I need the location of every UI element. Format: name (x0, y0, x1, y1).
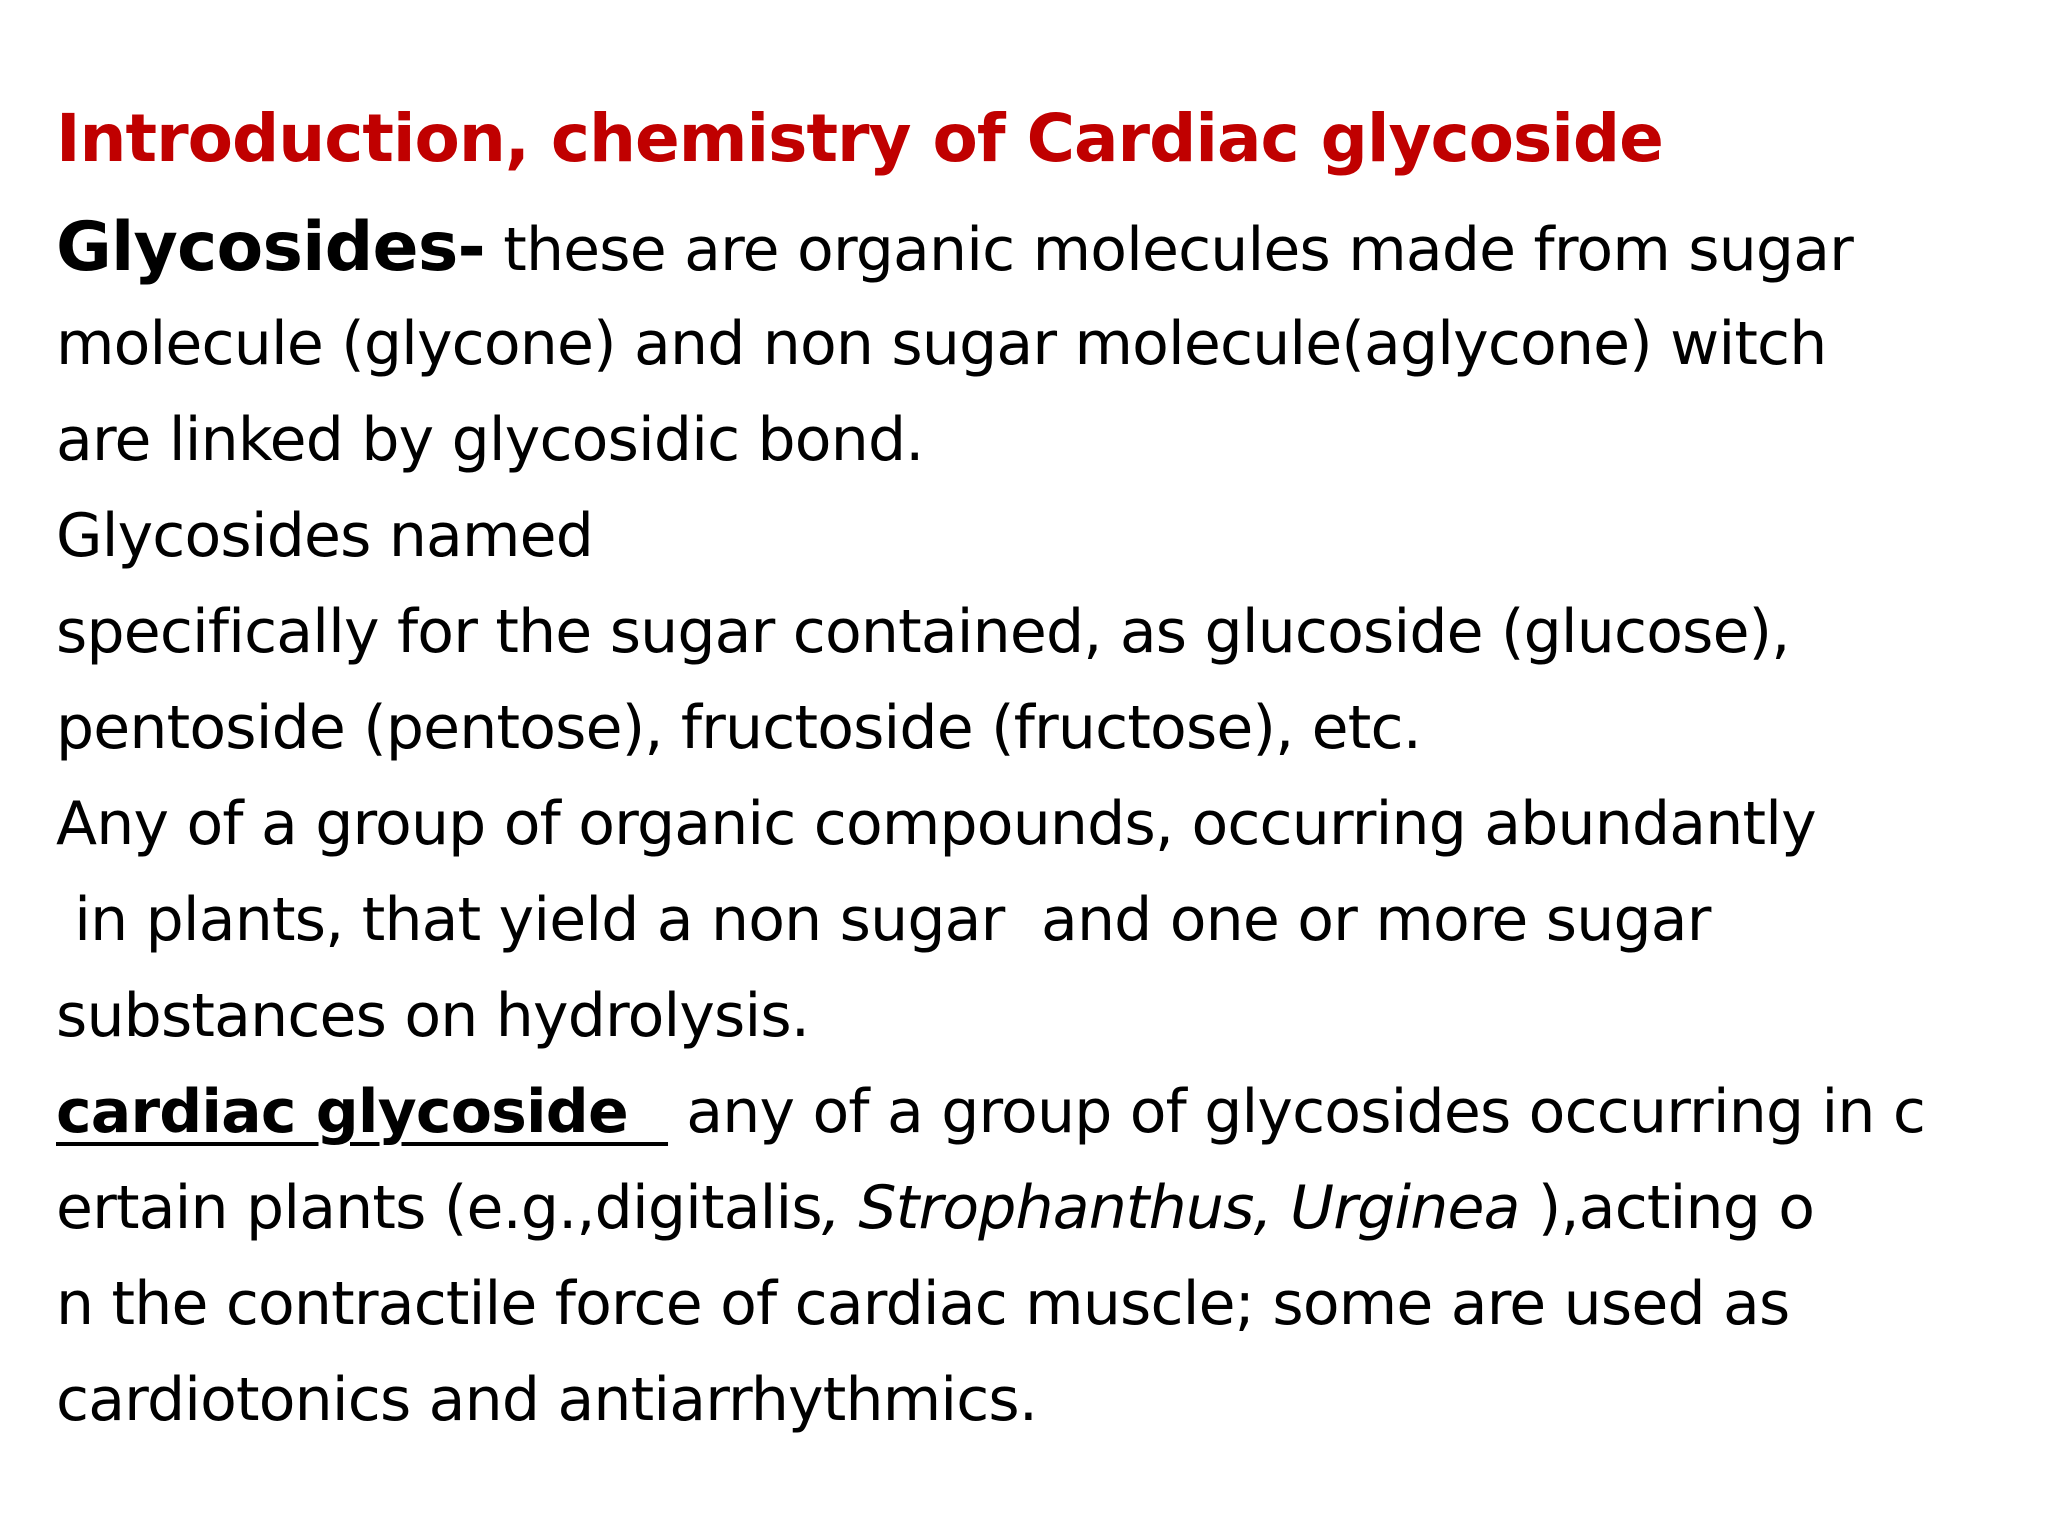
body-line-6: pentoside (pentose), fructoside (fructose), etc. (56, 693, 1421, 763)
body-line-12: n the contractile force of cardiac muscle; some are used as (56, 1269, 1790, 1339)
body-line-3: are linked by glycosidic bond. (56, 405, 924, 475)
body-line-1 (56, 200, 2016, 296)
slide-title: Introduction, chemistry of Cardiac glycoside (56, 100, 1663, 177)
body-line-10 (56, 1064, 2016, 1160)
body-line-8: in plants, that yield a non sugar and one or more sugar (56, 885, 1711, 955)
body-line-7: Any of a group of organic compounds, occurring abundantly (56, 789, 1816, 859)
plant-genus-names: , Strophanthus, Urginea (821, 1173, 1538, 1243)
cardiac-glycoside-definition-start: any of a group of glycosides occurring in c (668, 1077, 1926, 1147)
glycosides-term: Glycosides- (56, 208, 485, 287)
body-line-9: substances on hydrolysis. (56, 981, 810, 1051)
plants-examples-end: ),acting o (1537, 1173, 1815, 1243)
plants-examples-start: ertain plants (e.g.,digitalis (56, 1173, 822, 1243)
body-line-4: Glycosides named (56, 501, 594, 571)
slide-body (56, 200, 2016, 1448)
body-line-2: molecule (glycone) and non sugar molecule(aglycone) witch (56, 309, 1827, 379)
body-line-5: specifically for the sugar contained, as glucoside (glucose), (56, 597, 1790, 667)
cardiac-glycoside-term: cardiac glycoside (56, 1077, 669, 1147)
glycosides-definition-start: these are organic molecules made from sugar (484, 215, 1854, 285)
body-line-11 (56, 1160, 2016, 1256)
body-line-13: cardiotonics and antiarrhythmics. (56, 1365, 1038, 1435)
